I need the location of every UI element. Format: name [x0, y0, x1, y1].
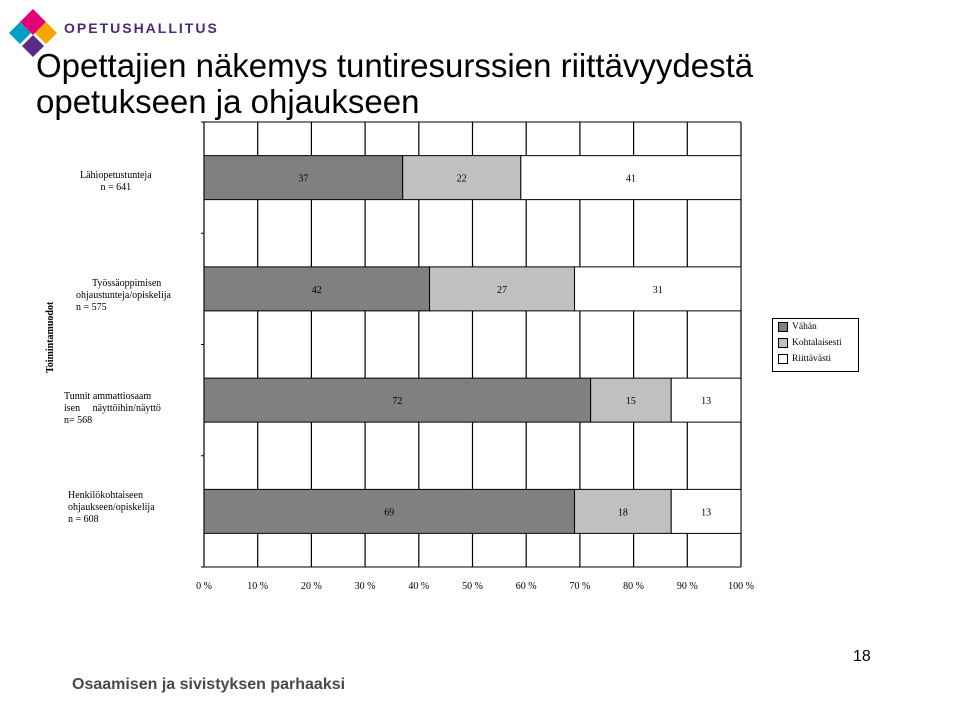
legend-swatch — [778, 322, 788, 332]
x-tick-label: 60 % — [515, 581, 537, 592]
brand-name: OPETUSHALLITUS — [64, 20, 219, 36]
x-tick-label: 30 % — [354, 581, 376, 592]
x-tick-label: 90 % — [676, 581, 698, 592]
chart-legend — [772, 318, 859, 372]
x-tick-label: 10 % — [247, 581, 269, 592]
x-tick-label: 80 % — [623, 581, 645, 592]
data-label: 27 — [497, 284, 508, 296]
title-line-2: opetukseen ja ohjaukseen — [36, 83, 420, 120]
legend-item-vahan — [773, 319, 858, 335]
x-tick-label: 50 % — [462, 581, 483, 592]
legend-swatch — [778, 338, 788, 348]
data-label: 41 — [625, 173, 636, 185]
axis-vertical-label: Toimintamuodot — [45, 301, 56, 373]
x-tick-label: 70 % — [569, 581, 591, 592]
x-tick-label: 100 % — [728, 581, 754, 592]
x-tick-label: 20 % — [300, 581, 322, 592]
data-label: 13 — [701, 396, 712, 408]
legend-label: Vähän — [792, 322, 817, 332]
legend-label: Kohtalaisesti — [792, 338, 842, 348]
legend-item-riittavasti — [773, 351, 858, 367]
data-label: 31 — [652, 284, 663, 296]
data-label: 22 — [456, 173, 467, 185]
data-label: 69 — [384, 507, 395, 519]
category-label: Tunnit ammattiosaam isen näyttöihin/näyttö n= 568 — [64, 391, 161, 426]
legend-swatch — [778, 354, 788, 364]
x-tick-label: 0 % — [196, 581, 212, 592]
x-tick-label: 40 % — [408, 581, 430, 592]
data-label: 15 — [625, 396, 636, 408]
legend-item-kohtalaisesti — [773, 335, 858, 351]
category-label: Työssäoppimisen ohjaustunteja/opiskelija n = 575 — [76, 278, 171, 313]
category-label: Henkilökohtaiseen ohjaukseen/opiskelija n = 608 — [68, 490, 155, 525]
title-line-1: Opettajien näkemys tuntiresurssien riittävyydestä — [36, 47, 754, 84]
footer-slogan: Osaamisen ja sivistyksen parhaaksi — [72, 676, 346, 693]
data-label: 37 — [298, 173, 309, 185]
legend-label: Riittävästi — [792, 354, 832, 364]
data-label: 42 — [311, 284, 322, 296]
data-label: 72 — [392, 396, 403, 408]
slide-number: 18 — [853, 648, 871, 665]
data-label: 18 — [617, 507, 628, 519]
category-label: Lähiopetustunteja n = 641 — [80, 170, 152, 193]
data-label: 13 — [701, 507, 712, 519]
